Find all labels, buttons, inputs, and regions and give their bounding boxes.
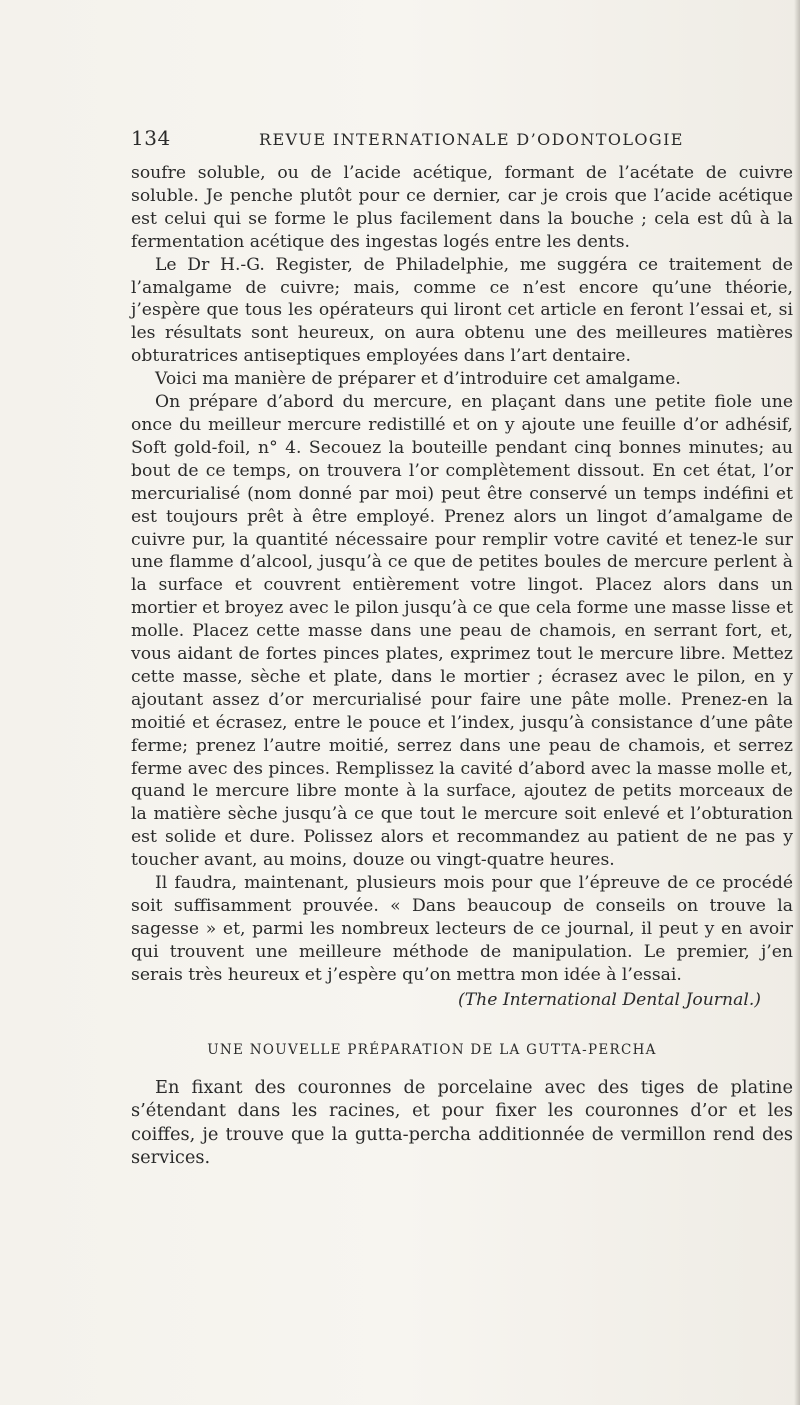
page-number: 134: [131, 126, 171, 150]
running-head: [131, 126, 793, 158]
page-edge-shadow: [794, 0, 800, 1405]
paragraph-method-intro: Voici ma manière de préparer et d’introduire cet amalgame.: [155, 369, 681, 390]
journal-title: REVUE INTERNATIONALE D’ODONTOLOGIE: [259, 130, 684, 149]
page-content: [131, 126, 793, 1170]
paragraph-register: Le Dr H.-G. Register, de Philadelphie, me suggéra ce traitement de l’amalgame de cuivre; mais, comme ce n’est encore qu’une théorie, j’espère que tous les opérateurs qui liront cet article en feront l’essai et, si les résultats sont heureux, on aura obtenu une des meilleures matières obturatrices antiseptiques employées dans l’art dentaire.: [131, 254, 793, 367]
paragraph-continuation: soufre soluble, ou de l’acide acétique, formant de l’acétate de cuivre soluble. Je penche plutôt pour ce dernier, car je crois que l’acide acétique est celui qui se forme le plus facilement dans la bouche ; cela est dû à la fermentation acétique des ingestas logés entre les dents.: [131, 163, 793, 252]
section-heading: UNE NOUVELLE PRÉPARATION DE LA GUTTA-PERCHA: [207, 1041, 657, 1058]
section-paragraph: En fixant des couronnes de porcelaine avec des tiges de platine s’étendant dans les racines, et pour fixer les couronnes d’or et les coiffes, je trouve que la gutta-percha additionnée de vermillon rend des services.: [131, 1076, 793, 1169]
paragraph-procedure: On prépare d’abord du mercure, en plaçant dans une petite fiole une once du meilleur mercure redistillé et on y ajoute une feuille d’or adhésif, Soft gold-foil, n° 4. Secouez la bouteille pendant cinq bonnes minutes; au bout de ce temps, on trouvera l’or complètement dissout. En cet état, l’or mercurialisé (nom donné par moi) peut être conservé un temps indéfini et est toujours prêt à être employé. Prenez alors un lingot d’amalgame de cuivre pur, la quantité nécessaire pour remplir votre cavité et tenez-le sur une flamme d’alcool, jusqu’à ce que de petites boules de mercure perlent à la surface et couvrent entièrement votre lingot. Placez alors dans un mortier et broyez avec le pilon jusqu’à ce que cela forme une masse lisse et molle. Placez cette masse dans une peau de chamois, en serrant fort, et, vous aidant de fortes pinces plates, exprimez tout le mercure libre. Mettez cette masse, sèche et plate, dans le mortier ; écrasez avec le pilon, en y ajoutant assez d’or mercurialisé pour faire une pâte molle. Prenez-en la moitié et écrasez, entre le pouce et l’index, jusqu’à consistance d’une pâte ferme; prenez l’autre moitié, serrez dans une peau de chamois, et serrez ferme avec des pinces. Remplissez la cavité d’abord avec la masse molle et, quand le mercure libre monte à la surface, ajoutez de petits morceaux de la matière sèche jusqu’à ce que tout le mercure soit enlevé et l’obturation est solide et dure. Polissez alors et recommandez au patient de ne pas y toucher avant, au moins, douze ou vingt-quatre heures.: [131, 392, 793, 871]
source-citation: (The International Dental Journal.): [457, 989, 761, 1010]
paragraph-conclusion: Il faudra, maintenant, plusieurs mois pour que l’épreuve de ce procédé soit suffisamment prouvée. « Dans beaucoup de conseils on trouve la sagesse » et, parmi les nombreux lecteurs de ce journal, il peut y en avoir qui trouvent une meilleure méthode de manipulation. Le premier, j’en serais très heureux et j’espère qu’on mettra mon idée à l’essai.: [131, 873, 793, 985]
